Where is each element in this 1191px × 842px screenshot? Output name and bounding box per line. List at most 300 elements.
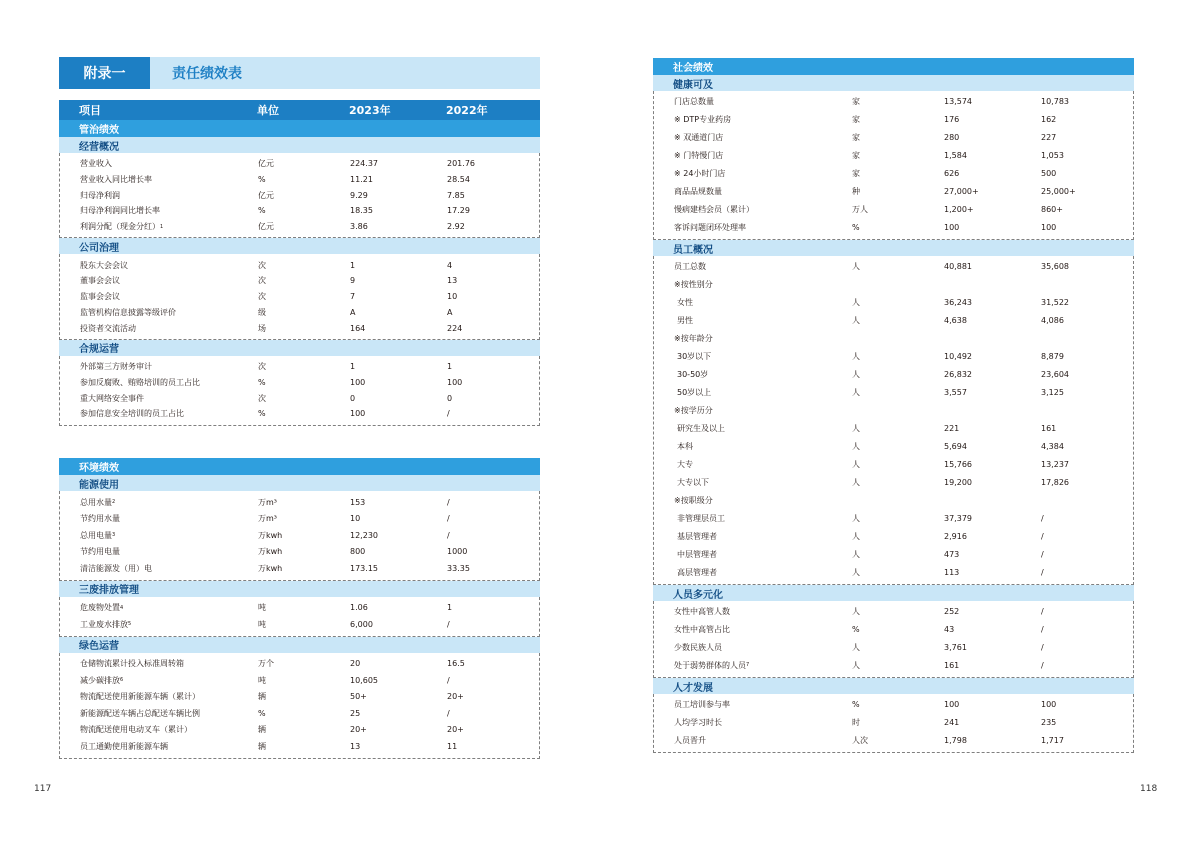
row-unit: 家 (852, 150, 860, 160)
group-title: 能源使用 (79, 479, 119, 491)
row-value-2023: 43 (944, 624, 955, 634)
table-row (60, 544, 539, 561)
row-value-2022: / (1041, 531, 1044, 541)
row-label (80, 257, 128, 273)
row-label-text: 利润分配（现金分红） (80, 222, 160, 232)
row-label-text: 员工通勤使用新能源车辆 (80, 741, 168, 751)
row-label (677, 509, 725, 527)
row-value-2023: 221 (944, 423, 960, 433)
row-value-2023: 13 (350, 741, 361, 751)
table-row (60, 305, 539, 321)
row-value-2023: A (350, 307, 356, 317)
row-label-text: 总用水量 (80, 497, 112, 507)
row-value-2023: 153 (350, 497, 366, 507)
row-value-2022: / (447, 514, 450, 524)
row-label (677, 419, 725, 437)
row-value-2022: / (1041, 642, 1044, 652)
row-unit: 吨 (258, 619, 266, 629)
row-label (674, 329, 713, 347)
section-title: 社会绩效 (673, 63, 713, 74)
row-value-2023: 9 (350, 276, 356, 286)
page-number-left: 117 (34, 784, 52, 794)
group-title: 人才发展 (673, 682, 713, 694)
group-title: 绿色运营 (79, 641, 119, 652)
row-label (674, 620, 730, 638)
row-unit: 级 (258, 307, 266, 317)
row-value-2022: 161 (1041, 423, 1057, 433)
row-unit: 人次 (852, 735, 868, 745)
table-row (654, 473, 1133, 491)
row-unit: 辆 (258, 725, 266, 735)
group-rows (59, 356, 540, 426)
row-value-2023: 280 (944, 132, 960, 142)
row-value-2022: 17.29 (447, 206, 470, 216)
row-value-2022: / (447, 530, 450, 540)
environment-table (59, 458, 540, 759)
row-label-text: 监事会会议 (80, 292, 120, 302)
table-row (654, 383, 1133, 401)
row-unit: 万kwh (258, 563, 283, 573)
row-value-2022: / (447, 619, 450, 629)
row-label-text: 女性 (677, 297, 693, 307)
row-label (80, 172, 152, 188)
group-title: 经营概况 (79, 141, 119, 153)
row-value-2022: 162 (1041, 114, 1057, 124)
row-value-2022: 13,237 (1041, 459, 1069, 469)
row-label-text: 大专 (677, 459, 693, 469)
table-row (60, 203, 539, 219)
row-unit: 人 (852, 660, 860, 670)
table-row (654, 509, 1133, 527)
column-header: 2023年 (349, 104, 391, 117)
table-row (60, 156, 539, 172)
row-value-2022: A (447, 307, 453, 317)
row-label-text: ※ DTP专业药房 (674, 114, 732, 124)
row-label (80, 689, 200, 706)
section-header (59, 120, 540, 137)
row-label (674, 731, 706, 749)
row-value-2022: 11 (447, 741, 458, 751)
table-row (654, 365, 1133, 383)
row-unit: 次 (258, 292, 266, 302)
group-rows (59, 254, 540, 339)
row-label (677, 293, 693, 311)
table-row (60, 273, 539, 289)
row-label-text: 少数民族人员 (674, 642, 722, 652)
row-value-2023: 20 (350, 659, 361, 669)
section-title: 管治绩效 (79, 125, 119, 136)
row-label (674, 182, 722, 200)
row-label-text: ※ 24小时门店 (674, 168, 726, 178)
row-value-2023: 164 (350, 323, 366, 333)
row-label-text: 参加信息安全培训的员工占比 (80, 409, 184, 419)
group-title: 合规运营 (79, 344, 119, 356)
table-row (654, 437, 1133, 455)
row-unit: % (852, 699, 860, 709)
row-value-2023: 15,766 (944, 459, 972, 469)
row-value-2022: 33.35 (447, 563, 470, 573)
row-value-2023: 36,243 (944, 297, 972, 307)
row-value-2022: 1,053 (1041, 150, 1064, 160)
row-value-2023: 13,574 (944, 96, 972, 106)
row-value-2022: 100 (1041, 699, 1057, 709)
row-value-2022: 227 (1041, 132, 1057, 142)
appendix-title: 责任绩效表 (172, 66, 242, 82)
row-value-2023: 40,881 (944, 261, 972, 271)
row-value-2023: 27,000+ (944, 186, 979, 196)
row-value-2022: 1000 (447, 547, 468, 557)
row-unit: % (258, 175, 266, 185)
row-label-text: 门店总数量 (674, 96, 714, 106)
row-value-2023: 10,492 (944, 351, 972, 361)
table-row (654, 92, 1133, 110)
appendix-title-bar (59, 57, 540, 89)
row-value-2022: 7.85 (447, 190, 465, 200)
row-value-2022: 3,125 (1041, 387, 1064, 397)
row-label-text: 物流配送使用新能源车辆（累计） (80, 692, 200, 702)
row-unit: 人 (852, 441, 860, 451)
row-value-2023: 626 (944, 168, 960, 178)
row-label: 处于弱势群体的人员 7 (674, 660, 750, 670)
row-value-2022: / (1041, 624, 1044, 634)
group-header (653, 240, 1134, 256)
row-value-2023: 100 (350, 377, 366, 387)
table-row (654, 563, 1133, 581)
table-row (654, 401, 1133, 419)
row-label (674, 713, 722, 731)
row-label (80, 156, 112, 172)
group-title: 健康可及 (673, 79, 713, 91)
group-header (653, 75, 1134, 91)
row-unit: 家 (852, 132, 860, 142)
page-number-right: 118 (1140, 784, 1158, 794)
row-value-2023: 9.29 (350, 190, 368, 200)
table-row (60, 511, 539, 528)
group-header (59, 637, 540, 653)
row-label-text: 慢病建档会员（累计） (674, 204, 754, 214)
row-value-2023: 7 (350, 292, 356, 302)
table-row (654, 311, 1133, 329)
row-unit: 人 (852, 387, 860, 397)
row-value-2022: 8,879 (1041, 351, 1064, 361)
row-label (674, 491, 713, 509)
row-value-2023: 224.37 (350, 159, 378, 169)
table-row (654, 200, 1133, 218)
row-label: 利润分配（现金分红） 1 (80, 222, 164, 232)
row-label (674, 146, 723, 164)
row-value-2022: 4 (447, 260, 453, 270)
table-row (654, 731, 1133, 749)
row-label (677, 563, 717, 581)
row-label (674, 92, 714, 110)
row-value-2023: 4,638 (944, 315, 967, 325)
row-value-2023: 173.15 (350, 563, 378, 573)
social-table (653, 58, 1134, 753)
table-row (60, 738, 539, 755)
row-unit: 人 (852, 315, 860, 325)
table-row (60, 672, 539, 689)
row-label (80, 305, 176, 321)
table-row (60, 187, 539, 203)
row-value-2023: 37,379 (944, 513, 972, 523)
row-value-2022: 13 (447, 276, 458, 286)
row-label-text: 30岁以下 (677, 351, 712, 361)
row-label (80, 203, 160, 219)
row-label-text: 新能源配送车辆占总配送车辆比例 (80, 708, 200, 718)
row-value-2022: 0 (447, 393, 453, 403)
group-title: 人员多元化 (673, 589, 723, 601)
row-unit: % (258, 708, 266, 718)
row-value-2023: 473 (944, 549, 960, 559)
row-value-2023: 1,798 (944, 735, 967, 745)
section-header (59, 458, 540, 475)
row-unit: 次 (258, 393, 266, 403)
row-value-2023: 1,200+ (944, 204, 974, 214)
row-value-2022: 20+ (447, 692, 464, 702)
group-header (59, 340, 540, 356)
row-unit: 人 (852, 606, 860, 616)
row-value-2022: 20+ (447, 725, 464, 735)
row-label (80, 738, 168, 755)
row-unit: 万m³ (258, 497, 277, 507)
table-row (60, 257, 539, 273)
row-unit: 家 (852, 114, 860, 124)
row-unit: % (258, 409, 266, 419)
row-value-2023: 3,761 (944, 642, 967, 652)
row-label-text: 归母净利润 (80, 190, 120, 200)
row-value-2022: 17,826 (1041, 477, 1069, 487)
table-row (60, 722, 539, 739)
row-label-text: 员工培训参与率 (674, 699, 730, 709)
row-value-2023: 800 (350, 547, 366, 557)
row-unit: 人 (852, 351, 860, 361)
row-label-text: 基层管理者 (677, 531, 717, 541)
row-label-text: 中层管理者 (677, 549, 717, 559)
row-label-text: 研究生及以上 (677, 423, 725, 433)
row-label (677, 455, 693, 473)
row-label-text: 股东大会会议 (80, 260, 128, 270)
row-label-text: 工业废水排放 (80, 619, 128, 629)
row-unit: 万个 (258, 659, 274, 669)
row-label-text: 投资者交流活动 (80, 323, 136, 333)
row-value-2023: 161 (944, 660, 960, 670)
table-row (654, 545, 1133, 563)
row-value-2022: 10 (447, 292, 458, 302)
table-row (654, 275, 1133, 293)
row-label (677, 365, 708, 383)
row-value-2022: 4,086 (1041, 315, 1064, 325)
group-header (653, 585, 1134, 601)
row-value-2023: 100 (944, 699, 960, 709)
table-row (654, 182, 1133, 200)
table-row (60, 705, 539, 722)
row-unit: 次 (258, 276, 266, 286)
row-label-text: 商品品规数量 (674, 186, 722, 196)
row-value-2022: 1 (447, 603, 453, 613)
row-value-2022: 1,717 (1041, 735, 1064, 745)
row-label (80, 187, 120, 203)
row-value-2023: 3.86 (350, 222, 368, 232)
row-value-2023: 2,916 (944, 531, 967, 541)
table-row (654, 527, 1133, 545)
group-rows (653, 256, 1134, 585)
row-unit: 家 (852, 168, 860, 178)
row-label-text: 人均学习时长 (674, 717, 722, 727)
row-value-2022: 16.5 (447, 659, 465, 669)
table-row (60, 172, 539, 188)
row-unit: 人 (852, 549, 860, 559)
row-value-2022: / (1041, 513, 1044, 523)
row-unit: % (258, 377, 266, 387)
row-value-2022: 25,000+ (1041, 186, 1076, 196)
row-value-2023: 176 (944, 114, 960, 124)
row-unit: 人 (852, 459, 860, 469)
table-row (654, 638, 1133, 656)
row-value-2023: 241 (944, 717, 960, 727)
group-rows (59, 153, 540, 238)
row-value-2023: 19,200 (944, 477, 972, 487)
row-label-text: 总用电量 (80, 530, 112, 540)
appendix-tag: 附录一 (59, 57, 150, 89)
table-row (654, 164, 1133, 182)
row-unit: % (852, 624, 860, 634)
row-label-text: 减少碳排放 (80, 675, 120, 685)
row-label: 工业废水排放 5 (80, 619, 132, 629)
row-value-2023: 10 (350, 514, 361, 524)
row-label (677, 437, 693, 455)
row-label-text: 高层管理者 (677, 567, 717, 577)
group-rows (59, 653, 540, 759)
row-label-text: 危废物处置 (80, 603, 120, 613)
row-label-text: 处于弱势群体的人员 (674, 660, 746, 670)
group-rows (59, 491, 540, 581)
table-row (60, 689, 539, 706)
row-value-2022: / (447, 708, 450, 718)
row-unit: 人 (852, 261, 860, 271)
row-value-2022: 35,608 (1041, 261, 1069, 271)
row-unit: 次 (258, 260, 266, 270)
row-label-text: 节约用电量 (80, 547, 120, 557)
row-label (674, 128, 723, 146)
row-label-text: 男性 (677, 315, 693, 325)
table-row (60, 527, 539, 544)
row-unit: 人 (852, 567, 860, 577)
row-unit: 人 (852, 513, 860, 523)
row-label-text: ※按年龄分 (674, 333, 713, 343)
table-row (654, 329, 1133, 347)
row-label-text: 人员晋升 (674, 735, 706, 745)
row-label: 危废物处置 4 (80, 603, 124, 613)
row-label-text: 本科 (677, 441, 693, 451)
row-unit: 吨 (258, 675, 266, 685)
row-label-text: 大专以下 (677, 477, 709, 487)
row-value-2023: 100 (350, 409, 366, 419)
row-label (80, 390, 144, 406)
row-label (674, 164, 725, 182)
group-header (59, 238, 540, 254)
table-row (60, 390, 539, 406)
table-row (60, 656, 539, 673)
row-label (674, 257, 706, 275)
table-row (654, 257, 1133, 275)
row-label: 减少碳排放 6 (80, 675, 124, 685)
row-value-2023: 5,694 (944, 441, 967, 451)
row-unit: 人 (852, 423, 860, 433)
row-label-text: ※ 门特慢门店 (674, 150, 724, 160)
table-row (60, 560, 539, 577)
row-value-2022: / (447, 497, 450, 507)
row-label-text: 重大网络安全事件 (80, 393, 144, 403)
group-header (653, 678, 1134, 694)
row-label (80, 375, 200, 391)
row-label (674, 695, 730, 713)
row-value-2023: 252 (944, 606, 960, 616)
row-value-2022: 31,522 (1041, 297, 1069, 307)
row-label-text: 物流配送使用电动叉车（累计） (80, 725, 192, 735)
row-unit: % (258, 206, 266, 216)
row-unit: 次 (258, 362, 266, 372)
group-rows (653, 91, 1134, 240)
row-unit: 人 (852, 297, 860, 307)
table-row (60, 406, 539, 422)
group-title: 公司治理 (79, 242, 119, 254)
row-value-2023: 50+ (350, 692, 367, 702)
row-label (80, 656, 184, 673)
row-label (674, 638, 722, 656)
group-title: 三废排放管理 (79, 585, 139, 596)
row-value-2023: 20+ (350, 725, 367, 735)
row-label-text: 30-50岁 (677, 369, 709, 379)
row-value-2023: 100 (944, 222, 960, 232)
row-value-2023: 1 (350, 362, 356, 372)
row-label (674, 110, 731, 128)
table-row (60, 289, 539, 305)
row-label-text: 客诉问题闭环处理率 (674, 222, 746, 232)
row-label-text: 节约用水量 (80, 514, 120, 524)
row-value-2022: / (447, 409, 450, 419)
row-value-2023: 12,230 (350, 530, 378, 540)
table-row (60, 616, 539, 633)
row-unit: 人 (852, 369, 860, 379)
row-label-text: 清洁能源发（用）电 (80, 563, 152, 573)
row-value-2023: 10,605 (350, 675, 378, 685)
table-row (60, 219, 539, 235)
row-value-2022: 4,384 (1041, 441, 1064, 451)
table-row (60, 600, 539, 617)
table-row (60, 320, 539, 336)
row-label (80, 560, 152, 577)
group-rows (59, 597, 540, 637)
column-header: 2022年 (446, 104, 488, 117)
row-value-2022: 224 (447, 323, 463, 333)
table-row (60, 375, 539, 391)
row-label-text: ※按性别分 (674, 279, 713, 289)
row-label (677, 545, 717, 563)
row-unit: 时 (852, 717, 860, 727)
row-unit: 人 (852, 477, 860, 487)
row-label (80, 406, 184, 422)
row-unit: 吨 (258, 603, 266, 613)
row-value-2022: 235 (1041, 717, 1057, 727)
row-label (80, 289, 120, 305)
table-row (654, 602, 1133, 620)
row-label (80, 273, 120, 289)
column-header: 单位 (257, 104, 279, 117)
row-label: 总用水量 2 (80, 497, 116, 507)
row-unit: 辆 (258, 692, 266, 702)
table-header-row (59, 100, 540, 120)
group-header (59, 137, 540, 153)
